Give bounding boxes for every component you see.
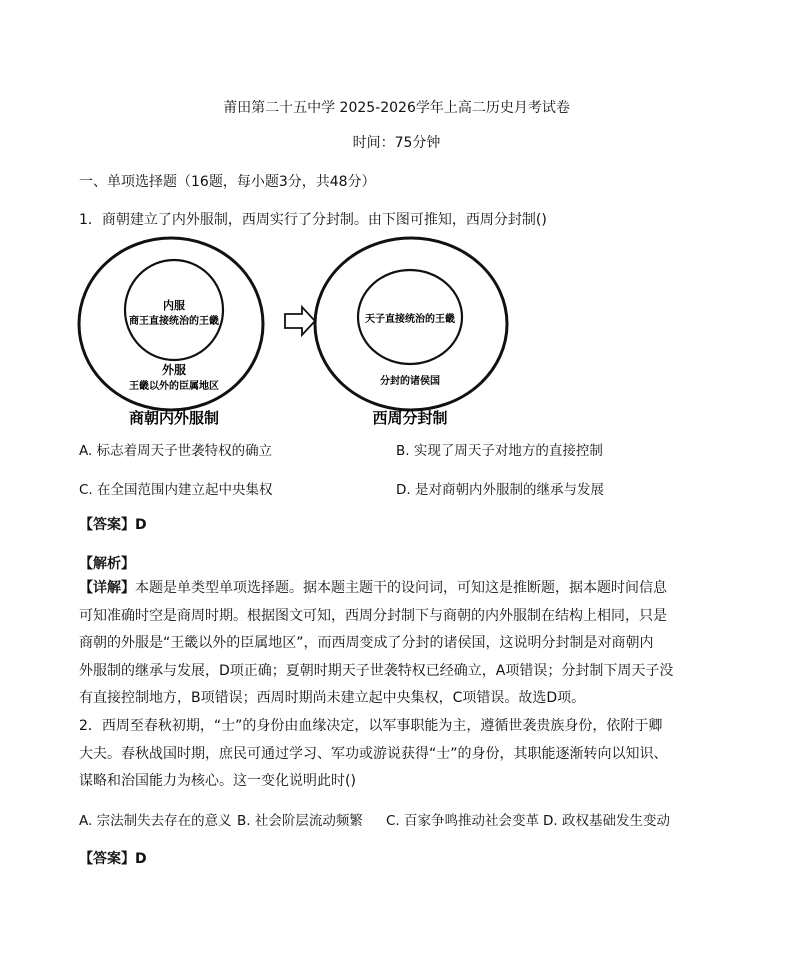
q2-stem-line-3: 谋略和治国能力为核心。这一变化说明此时() <box>79 773 356 789</box>
q2-stem-line-1: 2．西周至春秋初期，“士”的身份由血缘决定，以军事职能为主，遵循世袭贵族身份，依附于卿 <box>79 718 663 734</box>
answer-tag: 【答案】 <box>79 851 135 867</box>
detail-line-3: 商朝的外服是“王畿以外的臣属地区”，而西周变成了分封的诸侯国，这说明分封制是对商朝内 <box>79 635 654 651</box>
answer-value: D <box>135 517 147 533</box>
left-outer-sub: 王畿以外的臣属地区 <box>129 381 219 392</box>
answer-tag: 【答案】 <box>79 517 135 533</box>
question-1-stem: 1．商朝建立了内外服制，西周实行了分封制。由下图可推知，西周分封制() <box>79 212 547 228</box>
left-caption: 商朝内外服制 <box>128 409 220 427</box>
question-2-stem <box>79 713 715 796</box>
right-inner-text: 天子直接统治的王畿 <box>365 314 455 325</box>
q2-option-d: D. 政权基础发生变动 <box>543 813 670 829</box>
detail-tag: 【详解】 <box>79 580 135 596</box>
q1-option-c: C. 在全国范围内建立起中央集权 <box>79 482 273 498</box>
q1-option-a: A. 标志着周天子世袭特权的确立 <box>79 443 273 459</box>
shang-diagram <box>79 238 263 427</box>
left-inner-sub: 商王直接统治的王畿 <box>129 316 219 327</box>
page-title: 莆田第二十五中学 2025-2026学年上高二历史月考试卷 <box>223 100 570 116</box>
section-heading: 一、单项选择题（16题，每小题3分，共48分） <box>79 174 376 190</box>
q2-answer <box>79 848 147 868</box>
detail-line-1: 本题是单类型单项选择题。据本题主题干的设问词，可知这是推断题，据本题时间信息 <box>135 580 667 596</box>
right-caption: 西周分封制 <box>372 409 448 427</box>
q2-option-c: C. 百家争鸣推动社会变革 <box>386 813 540 829</box>
q2-option-a: A. 宗法制失去存在的意义 <box>79 813 232 829</box>
exam-time: 时间：75分钟 <box>352 135 441 151</box>
q1-option-b: B. 实现了周天子对地方的直接控制 <box>396 443 603 459</box>
zhou-diagram <box>315 238 507 427</box>
q2-stem-line-2: 大夫。春秋战国时期，庶民可通过学习、军功或游说获得“士”的身份，其职能逐渐转向以知识、 <box>79 745 668 762</box>
q1-diagram <box>76 232 526 432</box>
detail-line-2: 可知准确时空是商周时期。根据图文可知，西周分封制下与商朝的内外服制在结构上相同，只是 <box>79 607 667 624</box>
right-outer-text: 分封的诸侯国 <box>380 376 440 387</box>
q2-option-b: B. 社会阶层流动频繁 <box>237 813 363 829</box>
answer-value: D <box>135 851 147 867</box>
q1-answer <box>79 514 147 534</box>
detail-line-4: 外服制的继承与发展，D项正确；夏朝时期天子世袭特权已经确立，A项错误；分封制下周天子没 <box>79 662 674 679</box>
left-outer-title: 外服 <box>161 363 187 377</box>
arrow-icon <box>285 307 315 335</box>
q1-option-d: D. 是对商朝内外服制的继承与发展 <box>396 482 604 498</box>
q1-detail <box>79 575 715 713</box>
detail-line-5: 有直接控制地方，B项错误；西周时期尚未建立起中央集权，C项错误。故选D项。 <box>79 690 586 706</box>
left-inner-title: 内服 <box>163 299 185 312</box>
q1-analysis-tag: 【解析】 <box>79 556 135 572</box>
